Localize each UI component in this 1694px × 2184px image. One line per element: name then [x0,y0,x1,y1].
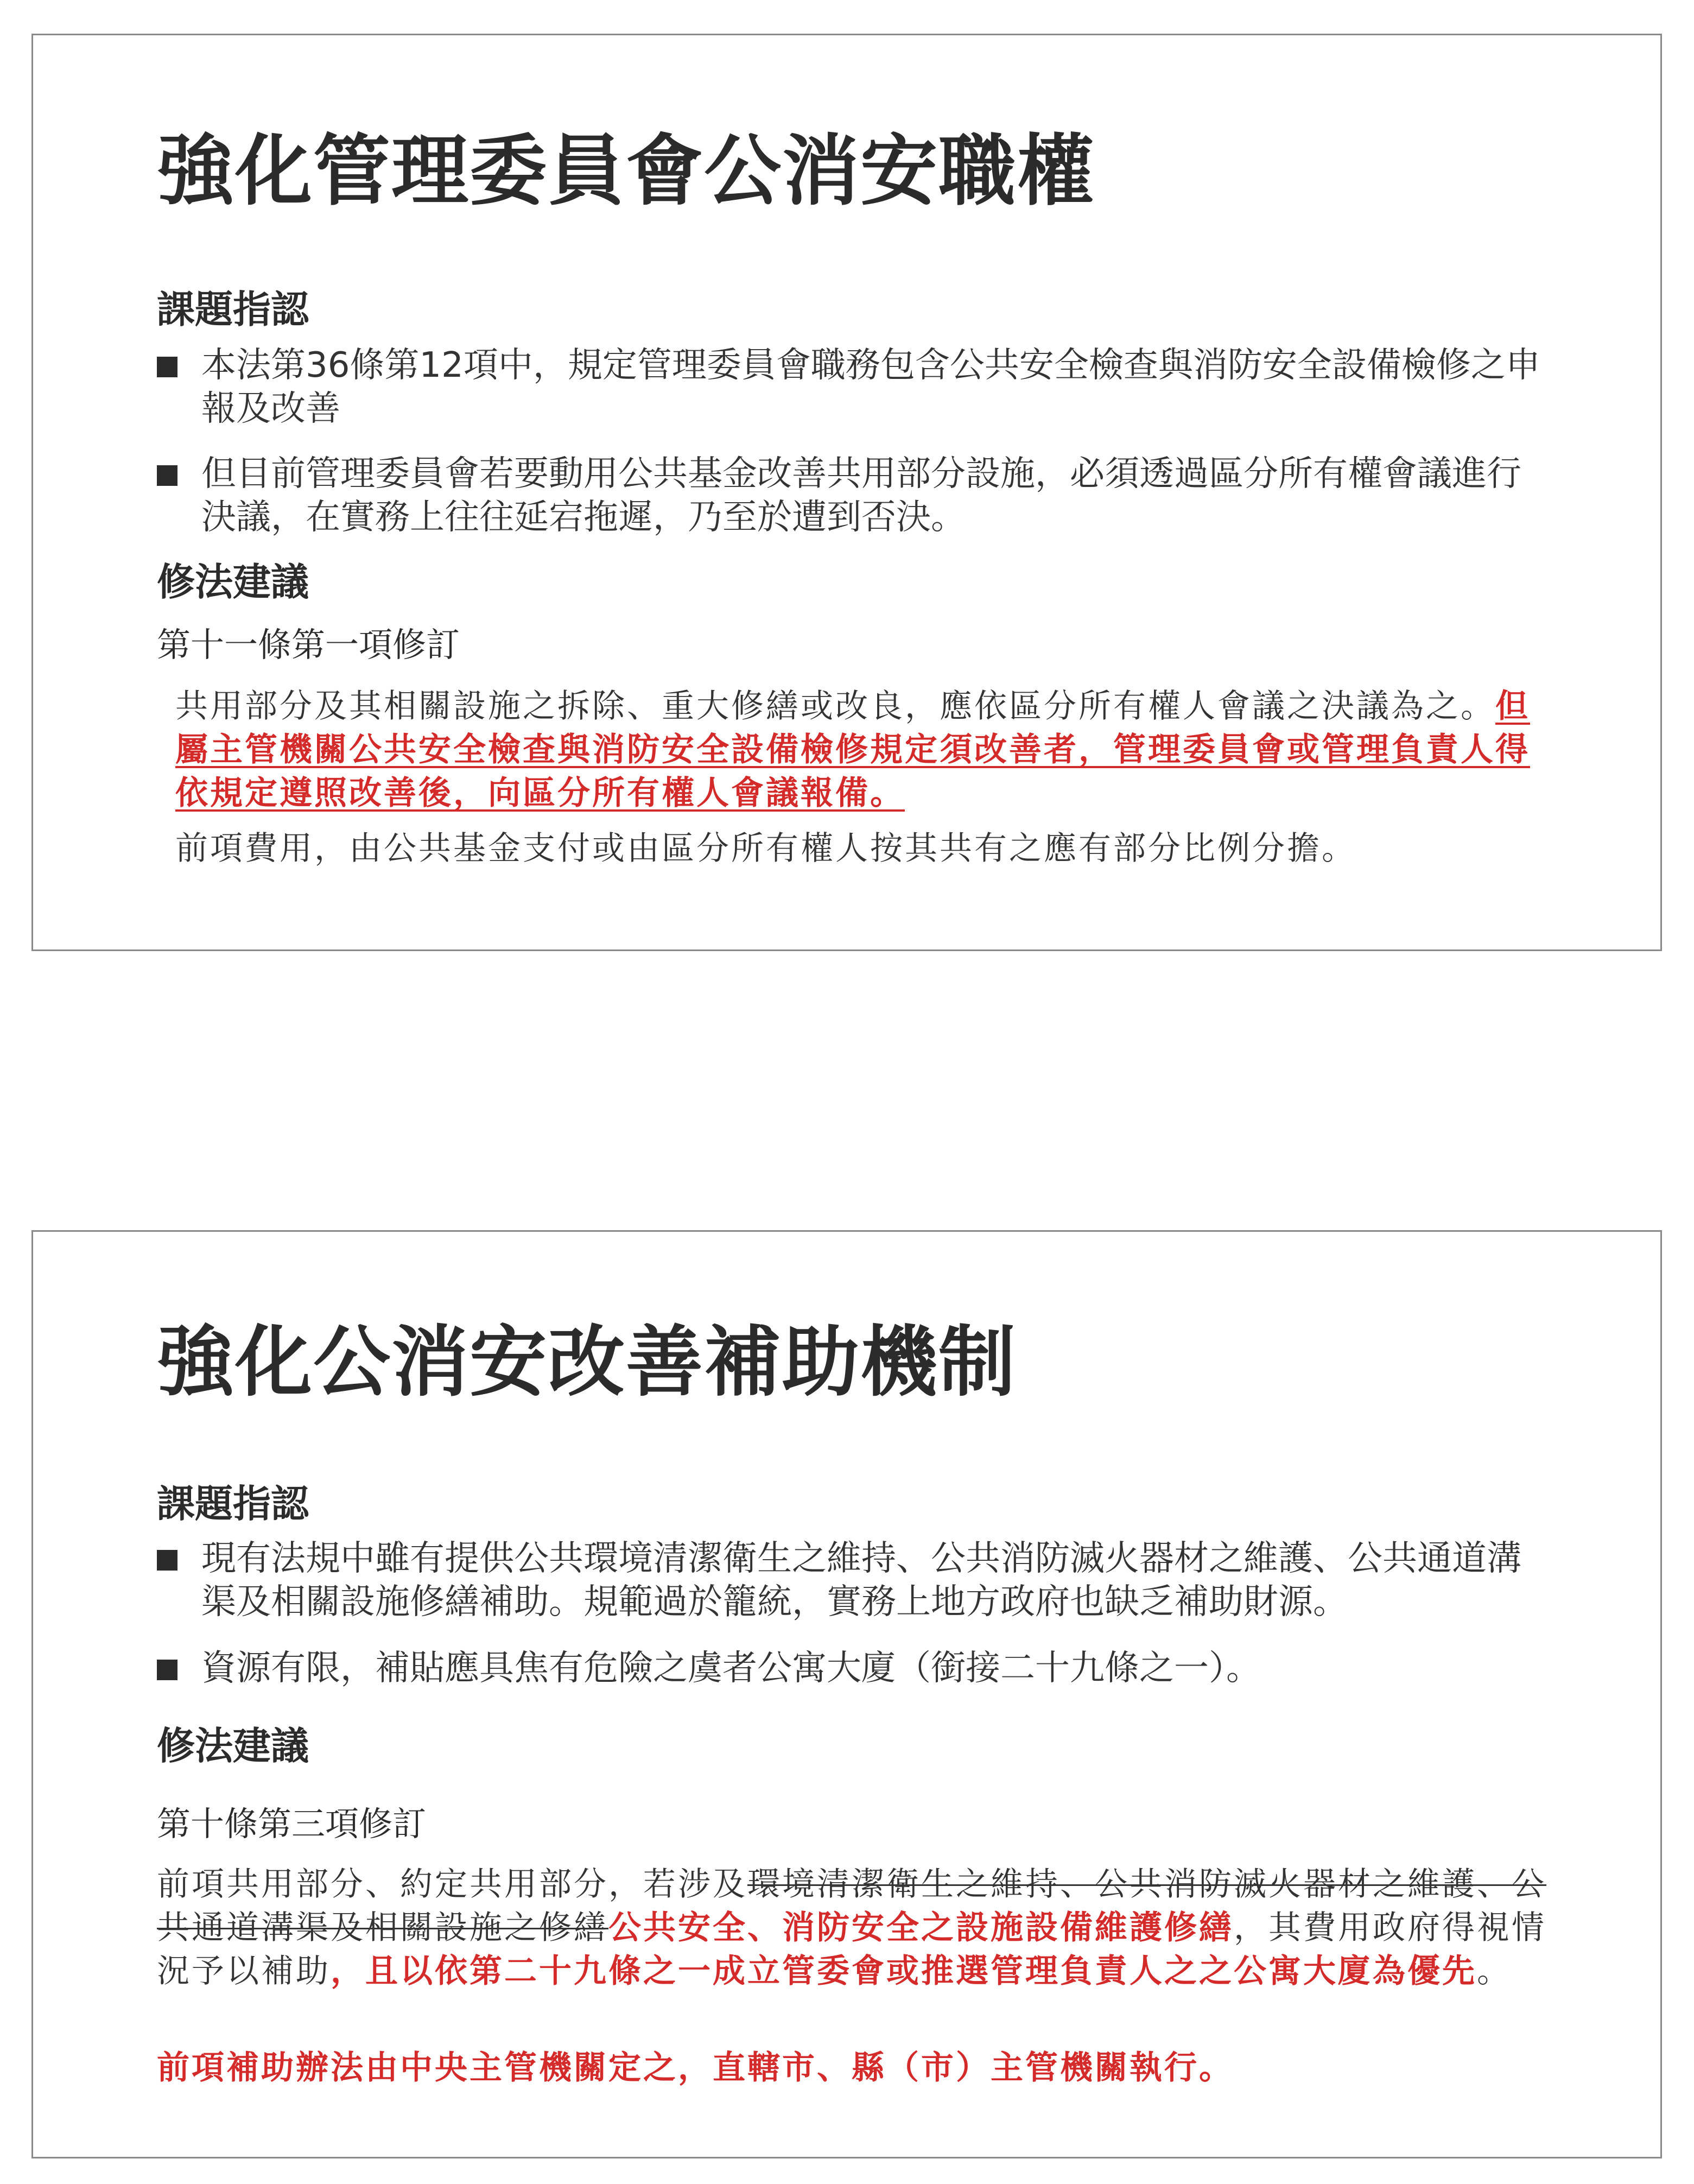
added-text: 公共安全、消防安全之設施設備維護修繕 [608,1909,1234,1947]
slide-2-issue-heading: 課題指認 [157,1482,309,1526]
slide-1-amendment-paragraph-1 [175,685,1554,815]
added-text: ，且以依第二十九條之一成立管委會或推選管理負責人之之公寓大廈為優先 [331,1952,1477,1990]
deleted-text: 環境清潔衛生之維持、公共消防滅火器材之維護、公共通道溝渠及相關設施之修繕 [157,1865,1546,1947]
slide-1-bullet-2-text: 但目前管理委員會若要動用公共基金改善共用部分設施，必須透過區分所有權會議進行決議，在實務上往往延宕拖遲，乃至於遭到否決。 [201,454,1521,537]
slide-2-title: 強化公消安改善補助機制 [157,1318,1017,1407]
slide-2-amendment-paragraph-2: 前項補助辦法由中央主管機關定之，直轄市、縣（市）主管機關執行。 [157,2049,1234,2087]
slide-2-bullet-2-text: 資源有限，補貼應具焦有危險之虞者公寓大廈（銜接二十九條之一）。 [201,1648,1261,1688]
slide-2-amendment-heading: 第十條第三項修訂 [157,1804,427,1844]
slide-2-bullet-1-text: 現有法規中雖有提供公共環境清潔衛生之維持、公共消防滅火器材之維護、公共通道溝渠及相關設施修繕補助。規範過於籠統，實務上地方政府也缺乏補助財源。 [201,1539,1521,1622]
square-bullet-icon [157,357,177,377]
slide-1-amendment-paragraph-2: 前項費用，由公共基金支付或由區分所有權人按其共有之應有部分比例分擔。 [175,830,1356,868]
slide-1-bullet-2 [157,452,1546,539]
added-text: 但屬主管機關公共安全檢查與消防安全設備檢修規定須改善者，管理委員會或管理負責人得依規定遵照改善後，向區分所有權人會議報備。 [175,687,1530,812]
original-text: ，其費用政府得視情況予以補助 [157,1909,1546,1990]
slide-1-issue-heading: 課題指認 [157,287,309,332]
slide-2 [31,1230,1662,2158]
slide-1-proposal-heading: 修法建議 [157,560,309,604]
slide-1 [31,34,1662,951]
slide-1-title: 強化管理委員會公消安職權 [157,126,1095,216]
original-text: 共用部分及其相關設施之拆除、重大修繕或改良，應依區分所有權人會議之決議為之。 [175,687,1495,725]
original-text: 。 [1477,1952,1512,1990]
slide-2-amendment-paragraph-1 [157,1863,1546,1993]
slide-1-bullet-1-text: 本法第36條第12項中，規定管理委員會職務包含公共安全檢查與消防安全設備檢修之申報及改善 [201,345,1540,429]
slide-2-bullet-2 [157,1647,1546,1690]
square-bullet-icon [157,1550,177,1571]
slide-1-bullet-1 [157,344,1546,431]
slide-2-proposal-heading: 修法建議 [157,1724,309,1768]
slide-1-amendment-heading: 第十一條第一項修訂 [157,625,460,664]
square-bullet-icon [157,465,177,486]
square-bullet-icon [157,1660,177,1680]
original-text: 前項共用部分、約定共用部分，若涉及 [157,1865,747,1903]
slide-2-bullet-1 [157,1537,1546,1624]
